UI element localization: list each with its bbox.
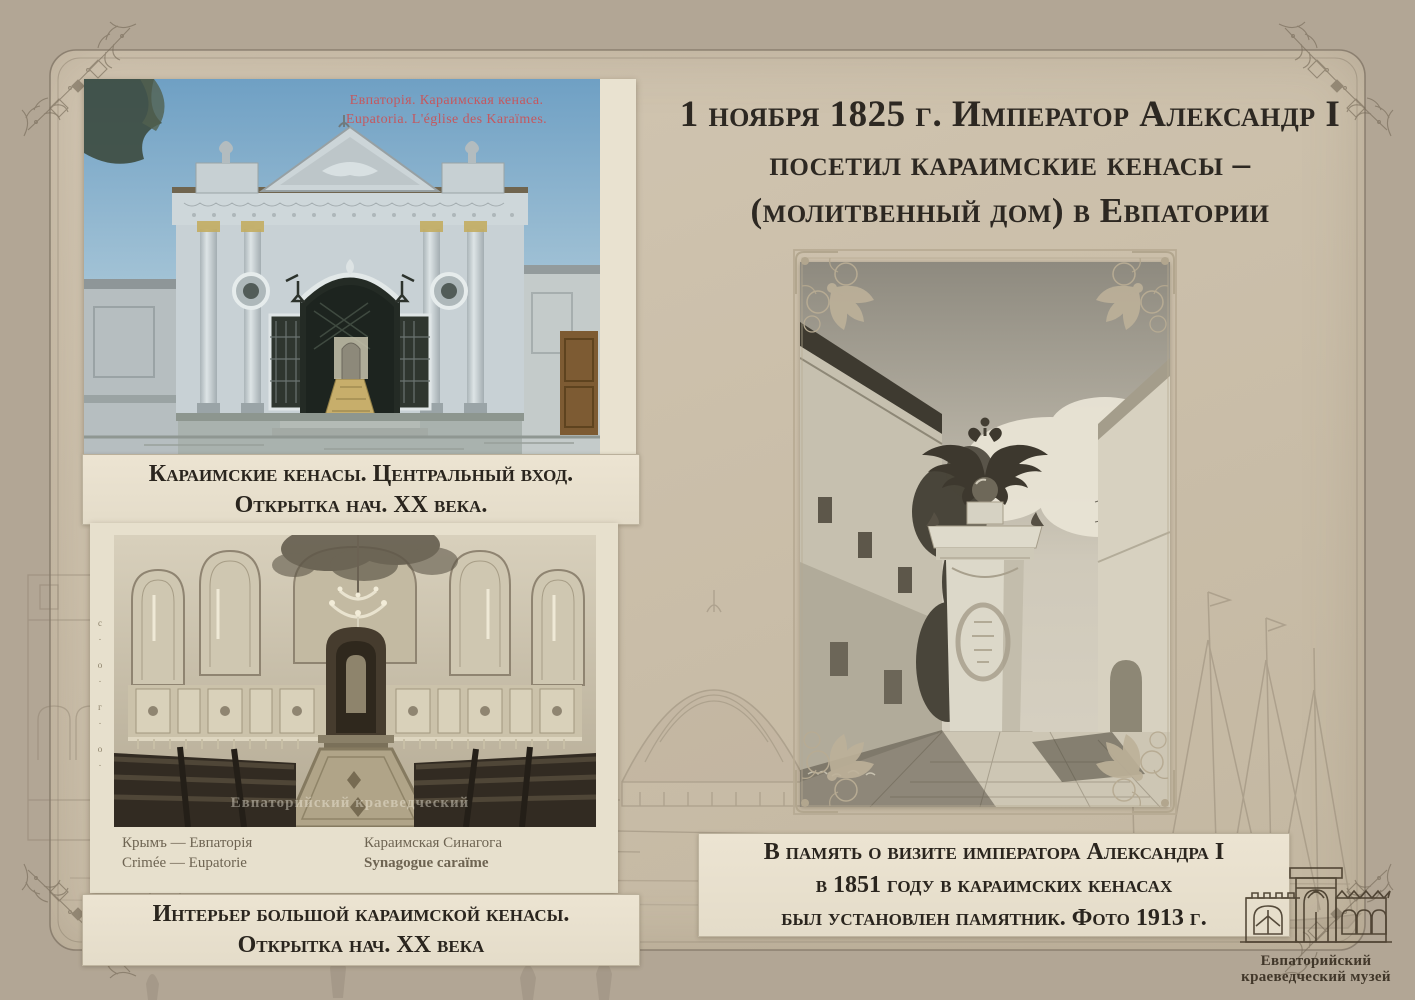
- footer-left-ru: Крымъ — Евпаторія: [122, 835, 253, 851]
- interior-caption: [82, 894, 640, 966]
- interior-postcard: [90, 523, 618, 893]
- postcard-side-text: с. о. г. о.: [95, 618, 105, 772]
- footer-right-fr: Synagogue caraïme: [364, 855, 489, 871]
- postcard-title-ru: Евпаторія. Караимская кенаса.: [349, 93, 544, 108]
- caption-line: Открытка нач. XX века: [237, 932, 485, 958]
- ornamental-frame-icon: [788, 244, 1182, 820]
- photo-watermark: Евпаторийский краеведческий: [230, 795, 470, 811]
- footer-right-ru: Караимская Синагога: [364, 835, 502, 851]
- museum-logo: [1230, 864, 1402, 990]
- entrance-postcard-photo: [84, 79, 600, 454]
- note-line: был установлен памятник. Фото 1913 г.: [781, 904, 1207, 931]
- footer-left-fr: Crimée — Eupatorie: [122, 855, 247, 871]
- museum-logo-text-line: краеведческий музей: [1241, 969, 1391, 985]
- caption-line: Караимские кенасы. Центральный вход.: [148, 460, 574, 487]
- postcard-title-fr: Eupatoria. L'église des Karaïmes.: [345, 112, 548, 127]
- entrance-caption: [82, 454, 640, 525]
- caption-line: Открытка нач. XX века.: [234, 491, 488, 518]
- monument-photo-framed: [788, 244, 1182, 820]
- postcard-title: [294, 91, 599, 129]
- note-line: В память о визите императора Александра I: [763, 838, 1225, 865]
- title-line: (молитвенный дом) в Евпатории: [750, 191, 1270, 230]
- museum-building-icon: [1238, 864, 1394, 948]
- page-title: [645, 90, 1375, 234]
- entrance-postcard: [84, 79, 636, 454]
- monument-note: [698, 833, 1290, 937]
- interior-postcard-photo: [114, 535, 596, 827]
- title-line: 1 ноября 1825 г. Император Александр I: [679, 94, 1341, 135]
- note-line: в 1851 году в караимских кенасах: [815, 871, 1173, 898]
- caption-line: Интерьер большой караимской кенасы.: [152, 901, 570, 927]
- title-line: посетил караимские кенасы –: [769, 144, 1251, 183]
- museum-logo-text-line: Евпаторийский: [1260, 953, 1372, 969]
